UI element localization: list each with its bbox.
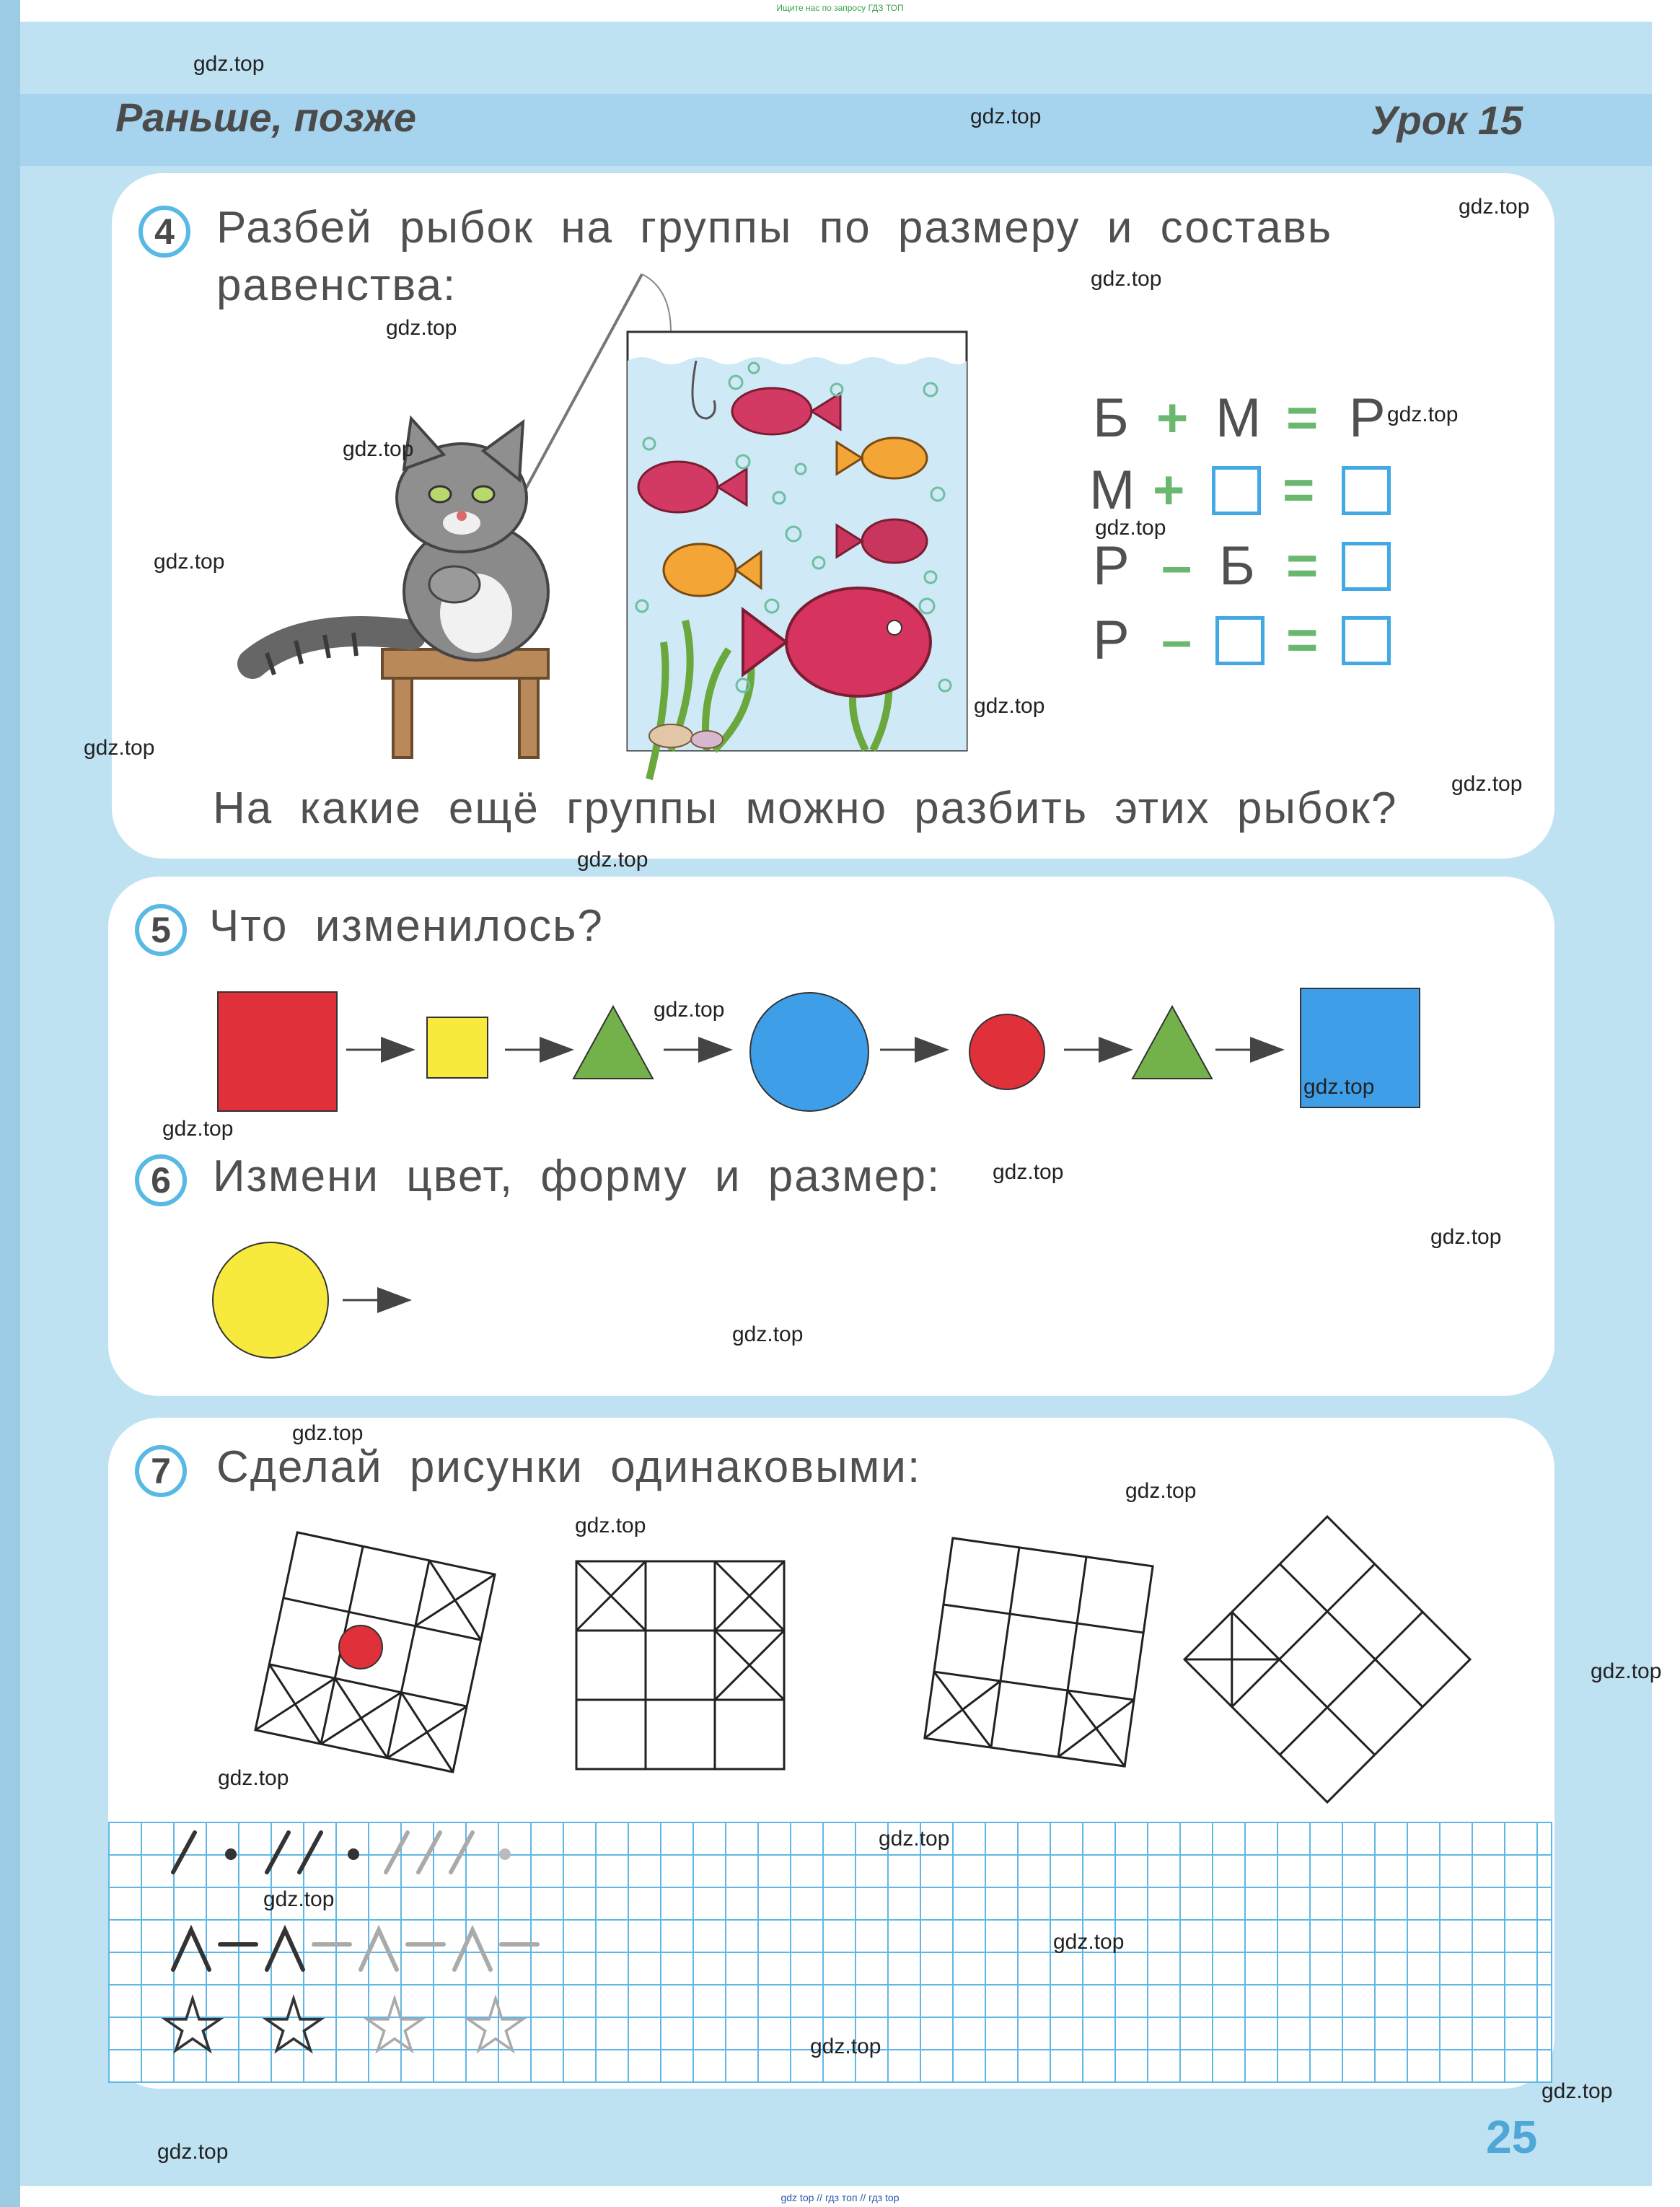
eq1-c: Р	[1349, 387, 1386, 449]
watermark: gdz.top	[1591, 1659, 1662, 1683]
watermark: gdz.top	[1125, 1479, 1197, 1503]
blue-circle	[750, 993, 868, 1111]
eq2-eq: =	[1283, 460, 1315, 521]
eq2-blank-2[interactable]	[1342, 466, 1391, 515]
watermark: gdz.top	[1451, 772, 1523, 796]
task-4-question: На какие ещё группы можно разбить этих рыбок?	[213, 784, 1398, 833]
eq3-op: –	[1161, 535, 1192, 597]
eq2-a: М	[1089, 460, 1135, 521]
watermark: gdz.top	[575, 1514, 646, 1537]
task-7-text: Сделай рисунки одинаковыми:	[216, 1442, 922, 1492]
equation-row-4	[1093, 612, 1410, 670]
task-4-text-line2: равенства:	[216, 260, 457, 310]
red-square	[218, 992, 337, 1111]
eq1-a: Б	[1093, 387, 1129, 449]
cat-icon	[238, 274, 642, 758]
red-circle	[969, 1014, 1044, 1089]
eq4-eq: =	[1286, 610, 1319, 671]
eq1-op: +	[1156, 387, 1189, 449]
equation-row-3	[1093, 535, 1410, 597]
watermark: gdz.top	[343, 437, 414, 461]
watermark: gdz.top	[654, 998, 725, 1022]
drawing-2	[573, 1558, 790, 1775]
watermark: gdz.top	[879, 1827, 950, 1851]
eq3-b: Б	[1219, 535, 1255, 597]
copybook-patterns	[166, 1822, 642, 2081]
watermark: gdz.top	[1053, 1930, 1125, 1954]
watermark: gdz.top	[732, 1322, 804, 1346]
yellow-circle	[213, 1242, 328, 1358]
watermark: gdz.top	[1430, 1225, 1502, 1249]
equation-row-1	[1093, 387, 1410, 449]
page-number: 25	[1486, 2111, 1538, 2163]
task-5-badge: 5	[135, 904, 187, 956]
eq3-blank[interactable]	[1342, 542, 1391, 591]
page-edge	[0, 0, 20, 2207]
watermark: gdz.top	[218, 1766, 289, 1790]
watermark: gdz.top	[974, 694, 1045, 718]
drawing-1	[231, 1508, 519, 1796]
eq1-eq: =	[1286, 387, 1319, 449]
lesson-number: Урок 15	[1371, 97, 1523, 143]
task-4-text-line1: Разбей рыбок на группы по размеру и составь	[216, 203, 1333, 253]
task-6-figure	[202, 1241, 433, 1371]
watermark: gdz.top	[577, 848, 648, 872]
aquarium-icon	[628, 332, 974, 750]
watermark: gdz.top	[993, 1160, 1064, 1184]
eq1-b: М	[1215, 387, 1262, 449]
watermark: gdz.top	[1387, 403, 1459, 426]
watermark: gdz.top	[1095, 516, 1166, 540]
watermark: gdz.top	[1091, 267, 1162, 291]
watermark: gdz.top	[154, 550, 225, 574]
green-triangle	[573, 1006, 653, 1079]
watermark: gdz.top	[970, 105, 1042, 128]
watermark: gdz.top	[1542, 2079, 1613, 2103]
drawing-4	[1176, 1508, 1479, 1811]
bottom-note: gdz top // гдз топ // гдз top	[780, 2192, 900, 2203]
task-7-badge: 7	[135, 1445, 187, 1497]
watermark: gdz.top	[1459, 195, 1530, 219]
task-6-badge: 6	[135, 1154, 187, 1206]
task-4-badge: 4	[138, 206, 190, 258]
lesson-topic: Раньше, позже	[115, 95, 416, 140]
watermark: gdz.top	[1303, 1075, 1375, 1099]
shape-sequence	[209, 981, 1450, 1126]
watermark: gdz.top	[263, 1887, 335, 1911]
red-dot	[339, 1625, 382, 1669]
equation-row-2	[1089, 462, 1407, 519]
task-6-text: Измени цвет, форму и размер:	[213, 1151, 941, 1201]
eq4-a: Р	[1093, 610, 1130, 671]
yellow-square	[427, 1017, 488, 1078]
eq4-blank-1[interactable]	[1215, 616, 1265, 665]
watermark: gdz.top	[193, 52, 265, 76]
watermark: gdz.top	[157, 2140, 229, 2164]
watermark: gdz.top	[84, 736, 155, 760]
eq4-blank-2[interactable]	[1342, 616, 1391, 665]
eq3-eq: =	[1286, 535, 1319, 597]
eq2-blank-1[interactable]	[1212, 466, 1261, 515]
watermark: gdz.top	[292, 1421, 364, 1445]
watermark: gdz.top	[810, 2035, 881, 2058]
task-5-text: Что изменилось?	[209, 901, 604, 951]
watermark: gdz.top	[386, 316, 457, 340]
green-triangle-2	[1133, 1006, 1212, 1079]
watermark: gdz.top	[162, 1117, 234, 1141]
eq3-a: Р	[1093, 535, 1130, 597]
drawing-3	[894, 1508, 1183, 1796]
eq2-op: +	[1153, 460, 1185, 521]
top-note: Ищите нас по запросу ГДЗ ТОП	[776, 3, 904, 13]
eq4-op: –	[1161, 610, 1192, 671]
